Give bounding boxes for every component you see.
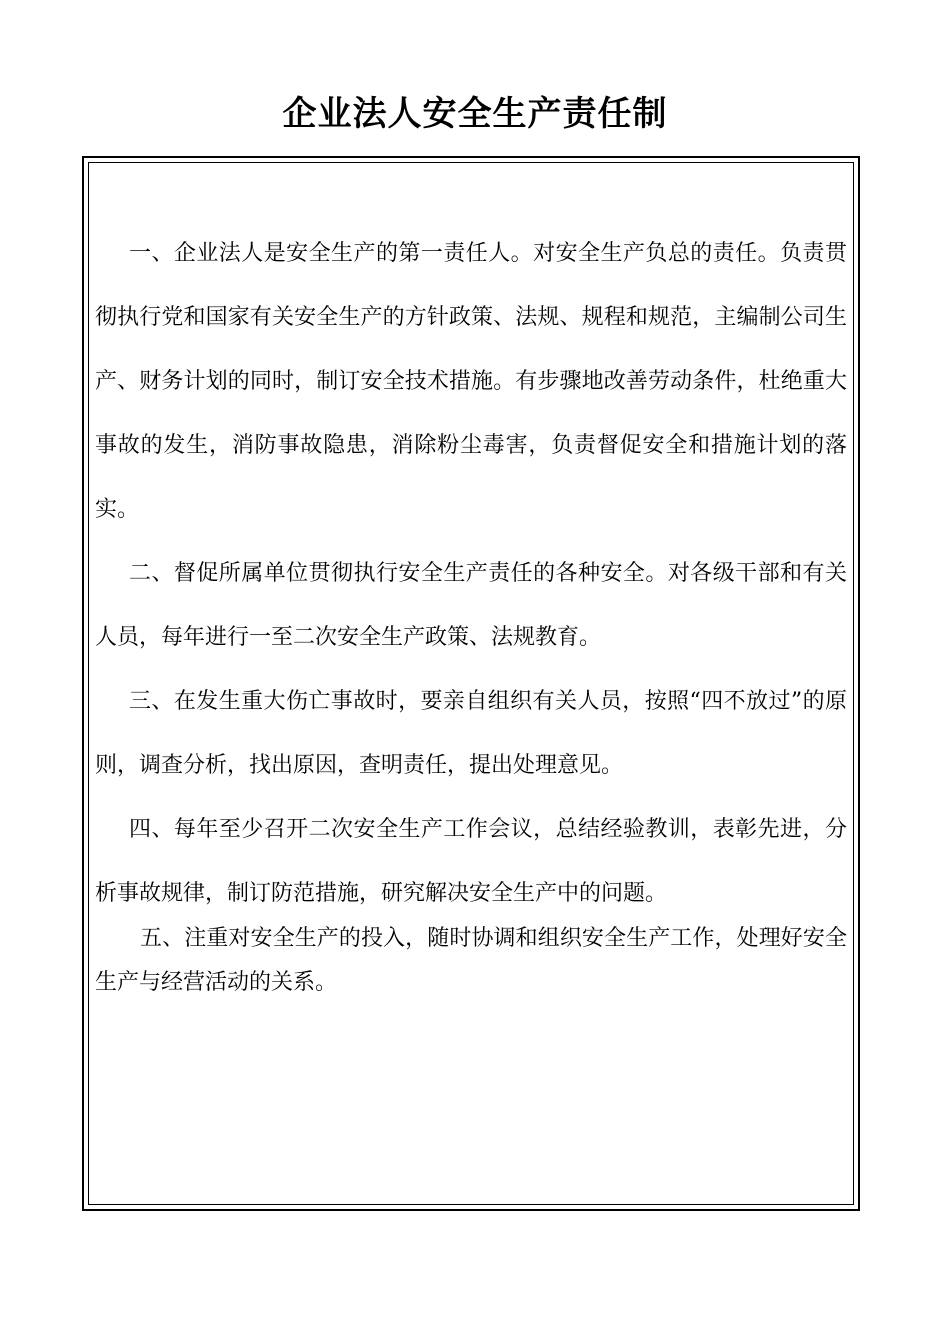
paragraph-1: 一、企业法人是安全生产的第一责任人。对安全生产负总的责任。负责贯彻执行党和国家有关安全生产的方针政策、法规、规程和规范，主编制公司生产、财务计划的同时，制订安全技术措施。有步骤地改善劳动条件，杜绝重大事故的发生，消防事故隐患，消除粉尘毒害，负责督促安全和措施计划的落实。 (95, 241, 847, 522)
paragraph-2: 二、督促所属单位贯彻执行安全生产责任的各种安全。对各级干部和有关人员，每年进行一至二次安全生产政策、法规教育。 (95, 561, 847, 650)
paragraph-5: 五、注重对安全生产的投入，随时协调和组织安全生产工作，处理好安全生产与经营活动的关系。 (95, 926, 847, 995)
document-body (95, 222, 847, 1005)
document-title: 企业法人安全生产责任制 (282, 94, 668, 134)
paragraph-4: 四、每年至少召开二次安全生产工作会议，总结经验教训，表彰先进，分析事故规律，制订防范措施，研究解决安全生产中的问题。 (95, 817, 847, 906)
paragraph-3: 三、在发生重大伤亡事故时，要亲自组织有关人员，按照“四不放过”的原则，调查分析，找出原因，查明责任，提出处理意见。 (95, 689, 847, 778)
